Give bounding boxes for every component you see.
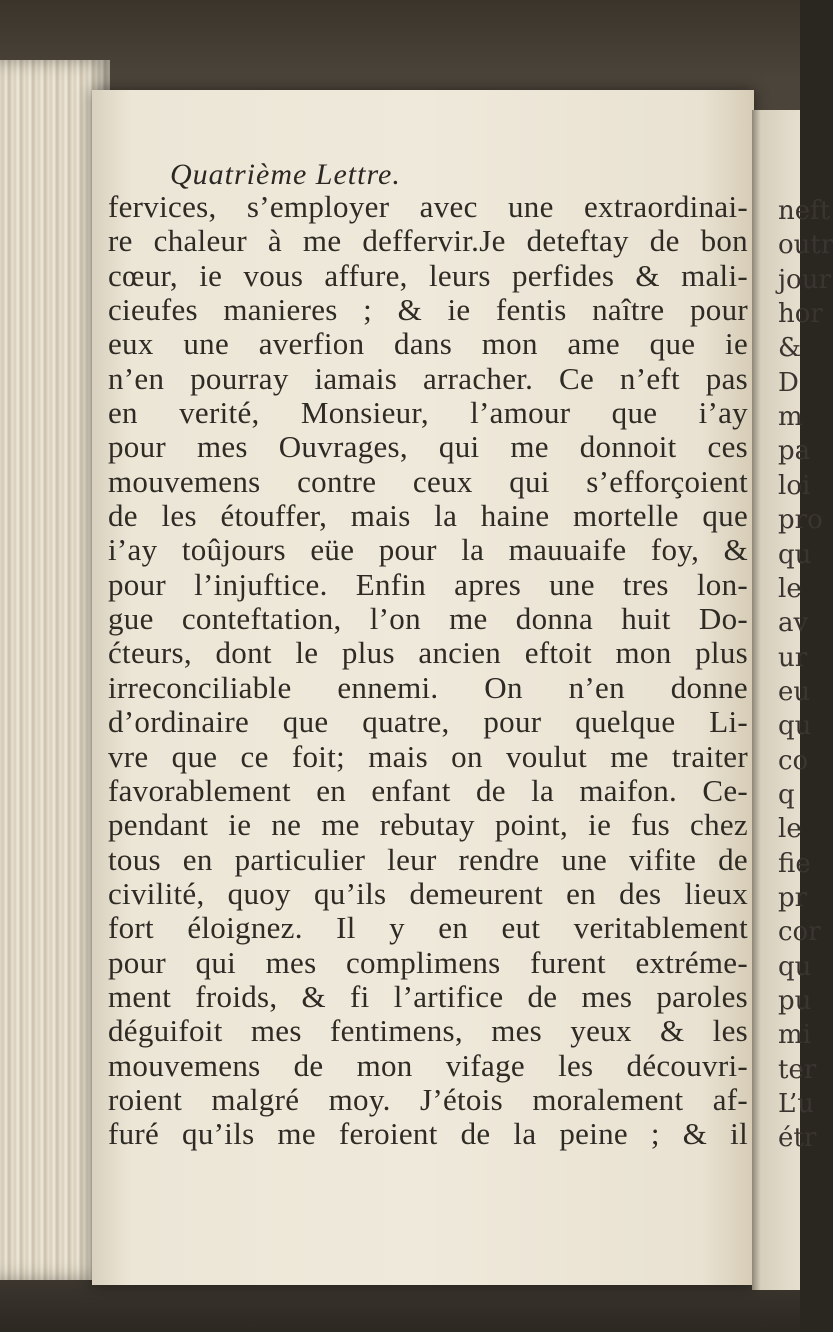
text-line: eux une averfion dans mon ame que ie xyxy=(108,326,748,362)
adjacent-page-fragment: ur xyxy=(778,642,808,673)
text-line: de les étouffer, mais la haine mortelle que xyxy=(108,498,748,534)
text-line: pour qui mes complimens furent extréme- xyxy=(108,944,748,980)
text-line: ćteurs, dont le plus ancien eftoit mon plus xyxy=(108,635,748,671)
adjacent-page-fragment: qu xyxy=(778,951,812,982)
text-line: irreconciliable ennemi. On n’en donne xyxy=(108,669,748,705)
text-line: gue conteftation, l’on me donna huit Do- xyxy=(108,601,748,637)
text-line: mouvemens contre ceux qui s’efforçoient xyxy=(108,463,748,499)
adjacent-page-fragment: ter xyxy=(778,1054,817,1085)
text-line: n’en pourray iamais arracher. Ce n’eft pas xyxy=(108,360,748,396)
adjacent-page-fragment: eu xyxy=(778,676,811,707)
adjacent-page-fragment: q xyxy=(778,779,795,810)
adjacent-page-fragment: pu xyxy=(778,986,812,1017)
adjacent-page-fragment: qu xyxy=(778,711,812,742)
text-line: i’ay toûjours eüe pour la mauuaife foy, & xyxy=(108,532,748,568)
text-line: cœur, ie vous affure, leurs perfides & mali- xyxy=(108,257,748,293)
text-line: cieufes manieres ; & ie fentis naître pour xyxy=(108,292,748,328)
text-line: en verité, Monsieur, l’amour que i’ay xyxy=(108,395,748,431)
text-line: fort éloignez. Il y en eut veritablement xyxy=(108,910,748,946)
adjacent-page-fragment: jour xyxy=(778,264,831,295)
adjacent-page-fragment: av xyxy=(778,608,809,639)
adjacent-page-fragment: loi xyxy=(778,470,811,501)
adjacent-page-edge xyxy=(752,110,833,1290)
adjacent-page-fragment: pa xyxy=(778,436,811,467)
text-line: mouvemens de mon vifage les découvri- xyxy=(108,1047,748,1083)
text-line: pendant ie ne me rebutay point, ie fus chez xyxy=(108,807,748,843)
text-line: pour mes Ouvrages, qui me donnoit ces xyxy=(108,429,748,465)
text-line: fervices, s’employer avec une extraordinai- xyxy=(108,189,748,224)
text-line: déguifoit mes fentimens, mes yeux & les xyxy=(108,1013,748,1049)
adjacent-page-fragment: fie xyxy=(778,848,811,879)
adjacent-page-fragment: neft xyxy=(778,196,831,226)
adjacent-page-fragment: hor xyxy=(778,299,823,330)
adjacent-page-fragment: outr xyxy=(778,230,833,261)
text-line: d’ordinaire que quatre, pour quelque Li- xyxy=(108,704,748,740)
adjacent-page-fragment: cor xyxy=(778,917,821,948)
adjacent-page-fragment: le xyxy=(778,814,802,845)
page-text xyxy=(108,190,748,1152)
text-line: ment froids, & fi l’artifice de mes paroles xyxy=(108,978,748,1014)
text-line: tous en particulier leur rendre une vifite de xyxy=(108,841,748,877)
adjacent-page-fragment: le xyxy=(778,573,802,604)
text-line: re chaleur à me deffervir.Je deteftay de bon xyxy=(108,223,748,259)
adjacent-page-fragment: pr xyxy=(778,883,808,913)
text-line: furé qu’ils me feroient de la peine ; & il xyxy=(108,1116,748,1152)
adjacent-page-fragment: co xyxy=(778,745,809,776)
adjacent-page-fragment: & xyxy=(778,333,802,364)
adjacent-page-fragment: étr xyxy=(778,1123,817,1154)
text-line: vre que ce foit; mais on voulut me traiter xyxy=(108,738,748,774)
adjacent-page-fragment: qu xyxy=(778,539,812,570)
adjacent-page-fragment: mi xyxy=(778,1020,811,1051)
text-line: civilité, quoy qu’ils demeurent en des lieux xyxy=(108,875,748,911)
adjacent-page-fragment: D xyxy=(778,367,799,398)
adjacent-page-fragment: pro xyxy=(778,505,823,536)
adjacent-page-fragment: L’u xyxy=(778,1089,815,1120)
text-line: pour l’injuftice. Enfin apres une tres lon- xyxy=(108,566,748,602)
running-header: Quatrième Lettre. xyxy=(170,158,401,191)
text-line: favorablement en enfant de la maifon. Ce- xyxy=(108,772,748,808)
adjacent-page-fragment: m xyxy=(778,402,803,433)
text-line: roient malgré moy. J’étois moralement af- xyxy=(108,1081,748,1117)
